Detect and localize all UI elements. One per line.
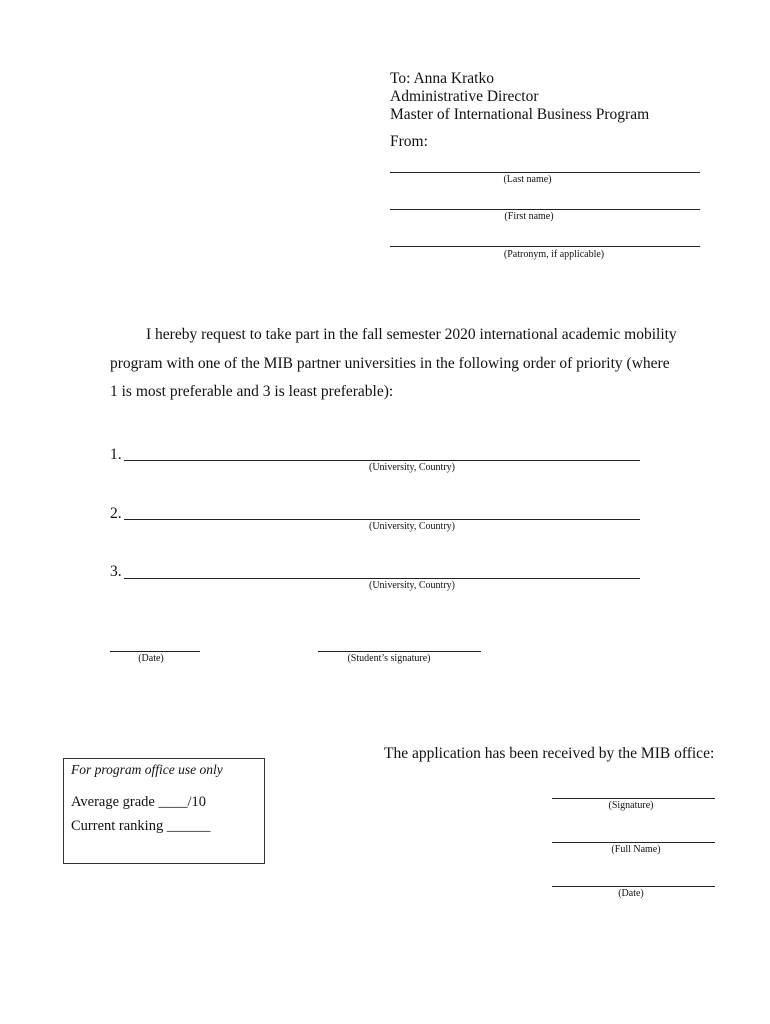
choice-1-field[interactable] [124,460,640,461]
request-paragraph: I hereby request to take part in the fall semester 2020 international academic mobility program with one of the MIB partner universities in the following order of priority (where 1 is most preferable and 3 is least preferable): [110,326,677,400]
office-use-box [63,758,265,864]
recipient-line: To: Anna Kratko [390,70,494,87]
choice-1-caption: (University, Country) [368,462,455,473]
patronym-caption: (Patronym, if applicable) [503,249,605,260]
office-date-field[interactable] [552,886,715,887]
office-full-name-field[interactable] [552,842,715,843]
choice-2-number: 2. [110,505,122,522]
office-full-name-caption: (Full Name) [611,844,661,855]
choice-3-number: 3. [110,563,122,580]
last-name-caption: (Last name) [503,174,552,185]
choice-2-caption: (University, Country) [368,521,455,532]
choice-3-caption: (University, Country) [368,580,455,591]
choice-2-field[interactable] [124,519,640,520]
choice-3-field[interactable] [124,578,640,579]
choice-1-number: 1. [110,446,122,463]
date-caption: (Date) [138,653,164,664]
office-use-title: For program office use only [71,762,223,777]
recipient-title: Administrative Director [390,88,539,105]
first-name-field[interactable] [390,209,700,210]
patronym-field[interactable] [390,246,700,247]
first-name-caption: (First name) [504,211,554,222]
office-signature-field[interactable] [552,798,715,799]
student-signature-field[interactable] [318,651,481,652]
from-label: From: [390,133,428,150]
date-field[interactable] [110,651,200,652]
program-name: Master of International Business Program [390,106,650,123]
office-signature-caption: (Signature) [608,800,654,811]
student-signature-caption: (Student’s signature) [347,653,431,664]
office-date-caption: (Date) [618,888,644,899]
current-ranking-field[interactable]: Current ranking ______ [71,818,211,834]
average-grade-field[interactable]: Average grade ____/10 [71,794,207,810]
last-name-field[interactable] [390,172,700,173]
receipt-statement: The application has been received by the MIB office: [384,745,715,762]
